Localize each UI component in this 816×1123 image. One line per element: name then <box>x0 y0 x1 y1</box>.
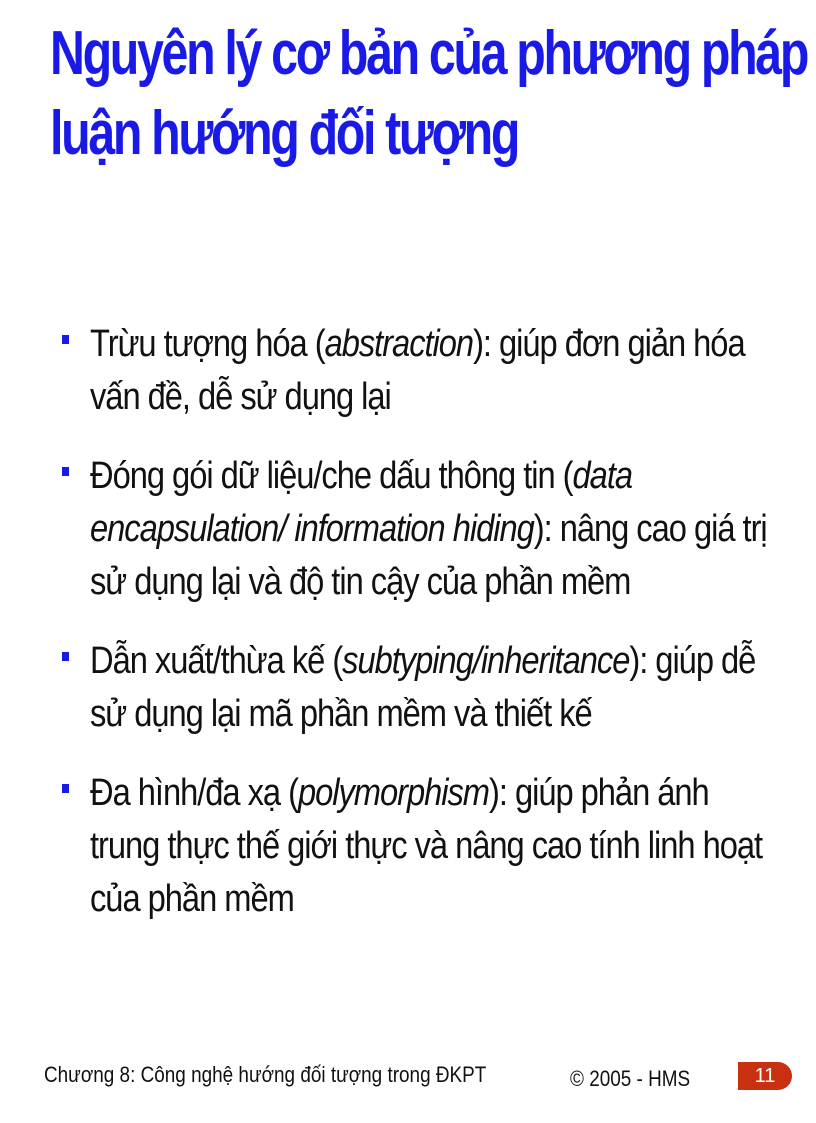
bullet-text <box>90 450 776 609</box>
bullet-term: subtyping/inheritance <box>342 640 630 682</box>
title-line-1: Nguyên lý cơ bản của phương pháp <box>50 19 808 88</box>
bullet-term: polymorphism <box>297 772 489 814</box>
bullet-term: abstraction <box>324 323 474 365</box>
bullet-item-inheritance <box>58 635 778 741</box>
bullet-text-before: Trừu tượng hóa ( <box>90 323 325 365</box>
bullet-text-before: Đa hình/đa xạ ( <box>90 772 298 814</box>
bullet-text <box>90 318 776 424</box>
bullet-text-after: ): giúp phản ánh trung thực thế giới thực và nâng cao tính linh hoạt của phần mềm <box>90 772 763 920</box>
bullet-text <box>90 767 776 926</box>
bullet-item-polymorphism <box>58 767 778 926</box>
bullet-text-after: ): giúp đơn giản hóa vấn đề, dễ sử dụng lại <box>90 323 745 418</box>
page-number-badge: 11 <box>738 1062 792 1090</box>
bullet-text-before: Dẫn xuất/thừa kế ( <box>90 640 343 682</box>
bullet-text-before: Đóng gói dữ liệu/che dấu thông tin ( <box>90 455 573 497</box>
bullet-text-after: ): nâng cao giá trị sử dụng lại và độ tin cậy của phần mềm <box>90 508 767 603</box>
bullet-term: data encapsulation/ information hiding <box>90 455 633 550</box>
square-bullet-icon <box>62 652 69 661</box>
footer-chapter: Chương 8: Công nghệ hướng đối tượng trong ĐKPT <box>44 1062 487 1087</box>
bullet-text-after: ): giúp dễ sử dụng lại mã phần mềm và thiết kế <box>90 640 756 735</box>
square-bullet-icon <box>62 784 69 793</box>
bullet-item-encapsulation <box>58 450 778 609</box>
square-bullet-icon <box>62 467 69 476</box>
bullet-list <box>58 318 778 952</box>
square-bullet-icon <box>62 335 69 344</box>
bullet-item-abstraction <box>58 318 778 424</box>
footer-copyright: © 2005 - HMS <box>570 1066 691 1091</box>
slide-title <box>50 14 808 174</box>
bullet-text <box>90 635 776 741</box>
title-line-2: luận hướng đối tượng <box>50 99 519 168</box>
